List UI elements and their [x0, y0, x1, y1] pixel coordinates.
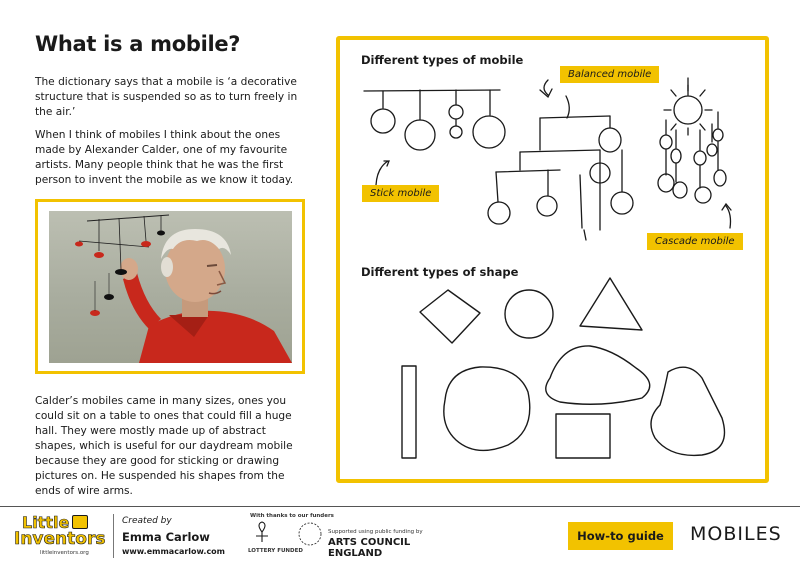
- created-by-label: Created by: [122, 516, 172, 526]
- cascade-mobile-label: Cascade mobile: [647, 233, 743, 250]
- author-url: www.emmacarlow.com: [122, 547, 226, 556]
- arts-council-line1: ARTS COUNCIL: [328, 537, 411, 548]
- funders-thanks: With thanks to our funders: [250, 513, 334, 519]
- intro-paragraph: The dictionary says that a mobile is ‘a decorative structure that is suspended so as to turn freely in the air.’: [35, 76, 298, 118]
- calder-paragraph: When I think of mobiles I think about the ones made by Alexander Calder, one of my favourite artists. Many people think that he was the first person to invent the mobile as we know it today.: [35, 129, 294, 186]
- logo-url: littleinventors.org: [40, 550, 89, 556]
- arts-council-line2: ENGLAND: [328, 548, 383, 559]
- logo-line1: Little: [22, 513, 70, 532]
- topic-title: MOBILES: [690, 523, 782, 545]
- stick-mobile-label: Stick mobile: [362, 185, 439, 202]
- how-to-guide-badge: How-to guide: [568, 522, 673, 550]
- author-name: Emma Carlow: [122, 530, 210, 544]
- page-title: What is a mobile?: [35, 32, 241, 56]
- shapes-heading: Different types of shape: [361, 265, 519, 279]
- mobiles-heading: Different types of mobile: [361, 53, 524, 67]
- lottery-label: LOTTERY FUNDED: [248, 548, 303, 554]
- balanced-mobile-label: Balanced mobile: [560, 66, 659, 83]
- sizes-paragraph: Calder’s mobiles came in many sizes, ones you could sit on a table to ones that could fill a huge hall. They were mostly made up of abstract shapes, which is useful for our daydream mobile because they are good for sticking or drawing pictures on. He suspended his shapes from the ends of wire arms.: [35, 395, 293, 497]
- arts-funding-note: Supported using public funding by: [328, 529, 423, 535]
- logo-line2: Inventors: [14, 529, 106, 549]
